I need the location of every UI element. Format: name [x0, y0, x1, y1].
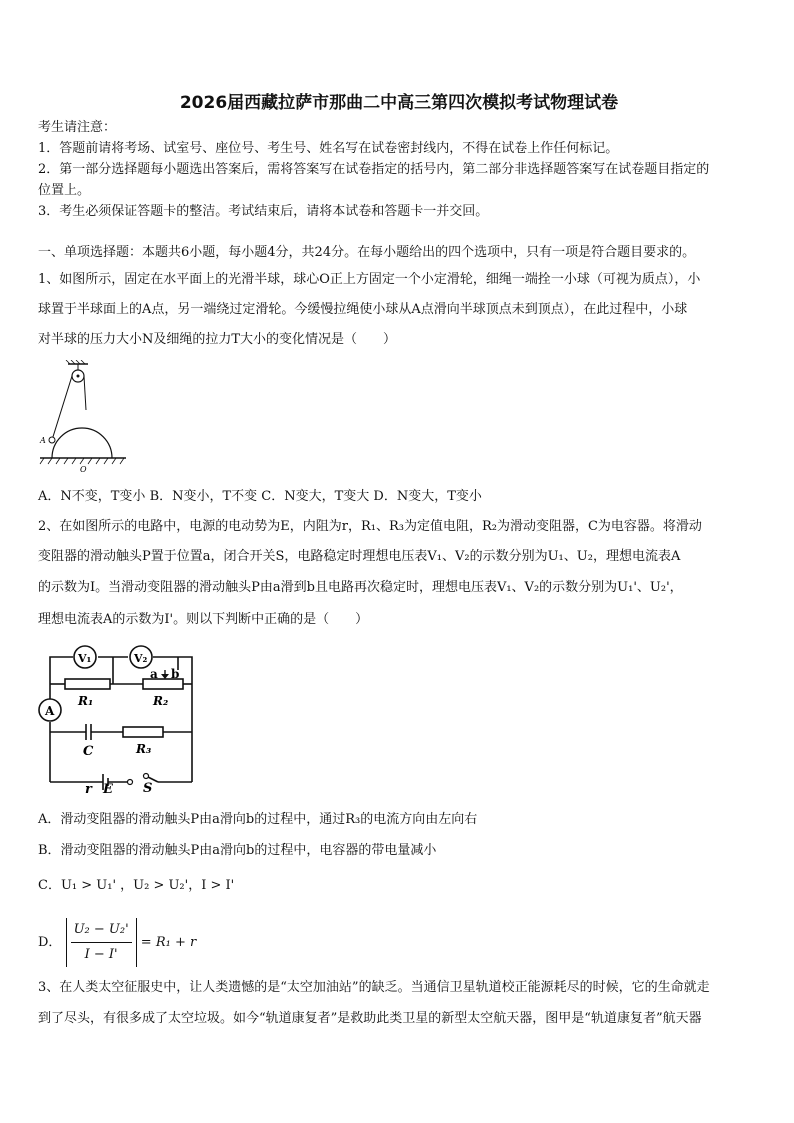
- question-2-text: 理想电流表A的示数为I'。则以下判断中正确的是（ ）: [38, 612, 369, 627]
- question-2-option-c: C．U₁ > U₁' ，U₂ > U₂'，I > I': [38, 878, 235, 893]
- question-2-option-b: B．滑动变阻器的滑动触头P由a滑向b的过程中，电容器的带电量减小: [38, 843, 437, 858]
- internal-r-label: r: [85, 782, 92, 795]
- section-heading: 一、单项选择题：本题共6小题，每小题4分，共24分。在每小题给出的四个选项中，只有一项是符合题目要求的。: [38, 245, 696, 260]
- capacitor-label: C: [83, 744, 94, 759]
- option-d-fraction: [71, 918, 132, 967]
- slider-a-label: a: [150, 667, 158, 681]
- v2-label: V₂: [134, 652, 148, 665]
- hemisphere-pulley-figure: [38, 360, 128, 480]
- option-d-numerator: U₂ − U₂': [71, 918, 132, 943]
- question-2-option-d: [38, 918, 196, 967]
- question-1-text: 1、如图所示，固定在水平面上的光滑半球，球心O正上方固定一个小定滑轮，细绳一端拴一小球（可视为质点），小: [38, 272, 701, 287]
- v1-label: V₁: [78, 652, 92, 665]
- notice-item: 3．考生必须保证答题卡的整洁。考试结束后，请将本试卷和答题卡一并交回。: [38, 204, 489, 219]
- r3-label: R₃: [136, 742, 152, 756]
- notice-item: 位置上。: [38, 183, 91, 198]
- ammeter-label: A: [45, 704, 55, 718]
- slider-b-label: b: [171, 667, 180, 681]
- page-title: 2026届西藏拉萨市那曲二中高三第四次模拟考试物理试卷: [179, 93, 619, 113]
- r1-label: R₁: [78, 694, 94, 708]
- point-a-label: A: [40, 436, 46, 445]
- r2-label: R₂: [153, 694, 169, 708]
- switch-label: S: [143, 781, 153, 795]
- notice-item: 2．第一部分选择题每小题选出答案后，需将答案写在试卷指定的括号内，第二部分非选择题答案写在试卷题目指定的: [38, 162, 710, 177]
- question-2-text: 变阻器的滑动触头P置于位置a，闭合开关S，电路稳定时理想电压表V₁、V₂的示数分别为U₁、U₂，理想电流表A: [38, 549, 681, 564]
- point-o-label: O: [80, 465, 87, 474]
- notice-item: 1．答题前请将考场、试室号、座位号、考生号、姓名写在试卷密封线内，不得在试卷上作任何标记。: [38, 141, 619, 156]
- question-1-options: A．N不变，T变小 B．N变小，T不变 C．N变大，T变大 D．N变大，T变小: [38, 489, 482, 504]
- option-d-abs: [66, 918, 137, 967]
- option-d-denominator: I − I': [84, 947, 118, 962]
- question-3-text: 到了尽头，有很多成了太空垃圾。如今“轨道康复者”是救助此类卫星的新型太空航天器，图甲是“轨道康复者”航天器: [38, 1011, 702, 1026]
- question-2-option-a: A．滑动变阻器的滑动触头P由a滑向b的过程中，通过R₃的电流方向由左向右: [38, 812, 478, 827]
- question-3-text: 3、在人类太空征服史中，让人类遗憾的是“太空加油站”的缺乏。当通信卫星轨道校正能源耗尽的时候，它的生命就走: [38, 980, 710, 995]
- notice-heading: 考生请注意：: [38, 120, 117, 135]
- emf-label: E: [103, 782, 113, 795]
- circuit-figure: [38, 640, 213, 795]
- option-d-rhs: = R₁ + r: [140, 935, 197, 950]
- question-2-text: 的示数为I。当滑动变阻器的滑动触头P由a滑到b且电路再次稳定时，理想电压表V₁、V₂的示数分别为U₁'、U₂'，: [38, 580, 683, 595]
- question-2-text: 2、在如图所示的电路中，电源的电动势为E，内阻为r，R₁、R₃为定值电阻，R₂为滑动变阻器，C为电容器。将滑动: [38, 519, 702, 534]
- option-d-label: D．: [38, 935, 62, 950]
- question-1-text: 对半球的压力大小N及细绳的拉力T大小的变化情况是（ ）: [38, 332, 397, 347]
- question-1-text: 球置于半球面上的A点，另一端绕过定滑轮。今缓慢拉绳使小球从A点滑向半球顶点未到顶点），在此过程中，小球: [38, 302, 688, 317]
